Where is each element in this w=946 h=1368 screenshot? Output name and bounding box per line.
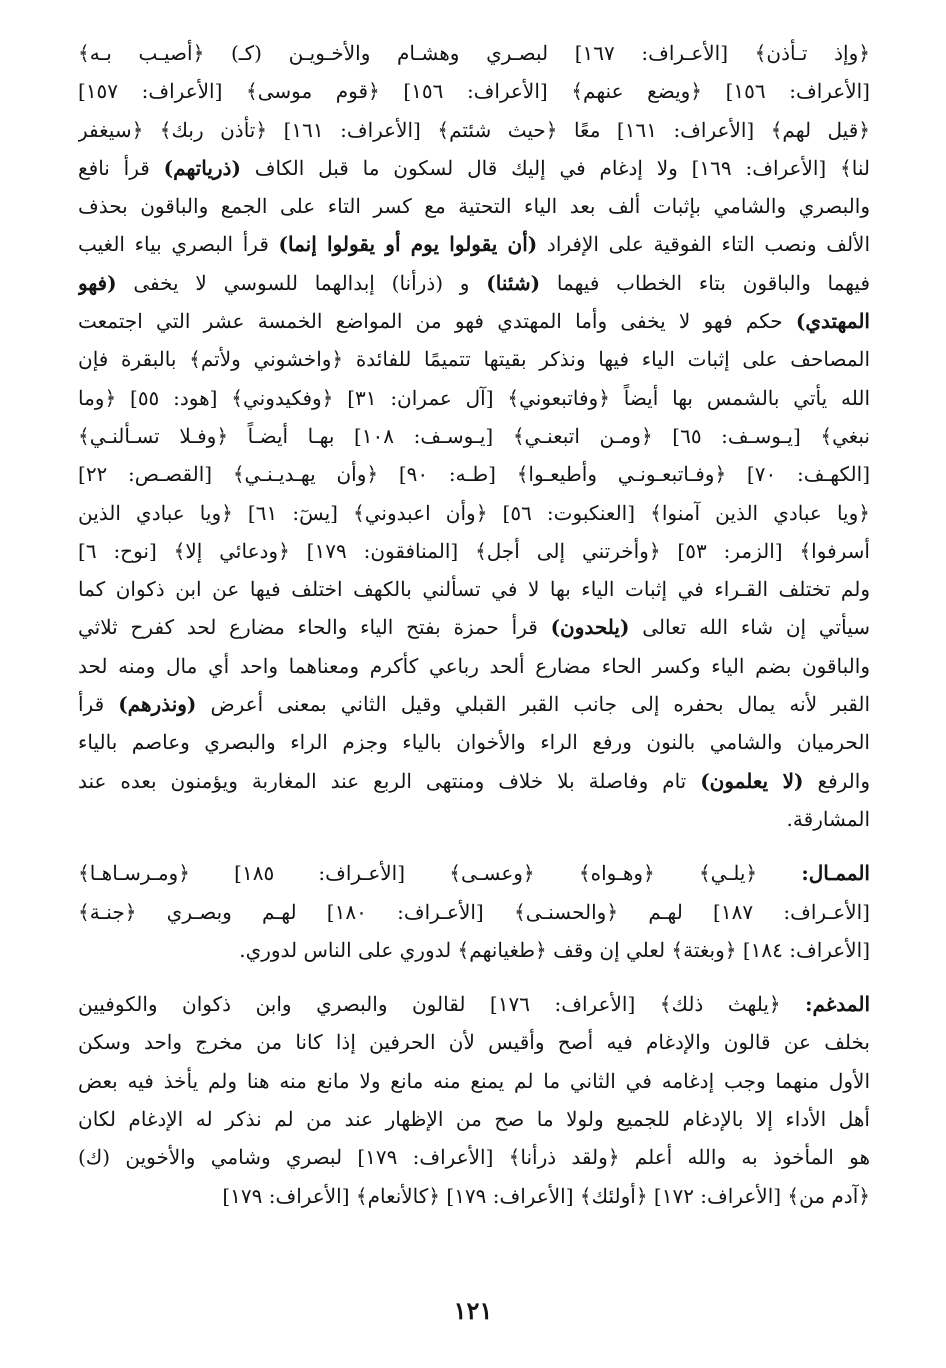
text-line <box>78 34 870 72</box>
text-run: أسرفوا﴾ [الزمر: ٥٣] ﴿وأخرتني إلى أجل﴾ [المنافقون: ١٧٩] ﴿ودعائي إلا﴾ [نوح: ٦] <box>78 538 870 563</box>
text-run: نبغي﴾ [يـوسـف: ٦٥] ﴿ومـن اتبعنـي﴾ [يـوسـف: ١٠٨] بهـا أيضـاً ﴿وفـلا تسـألنـي﴾ <box>78 423 870 448</box>
bold-term: المدغم: <box>805 992 870 1017</box>
text-run: والبصري والشامي بإثبات ألف بعد الياء التحتية مع كسر التاء على الجمع والباقون بحذف <box>78 194 870 219</box>
bold-term: (أن يقولوا يوم أو يقولوا إنما) <box>278 232 538 257</box>
text-line <box>78 149 870 187</box>
text-run: [الأعراف: ١٨٤] ﴿وبغتة﴾ لعلي إن وقف ﴿طغيانهم﴾ لدوري على الناس لدوري. <box>239 937 870 962</box>
text-line <box>78 1177 870 1215</box>
main-commentary-paragraph <box>78 34 870 838</box>
text-line <box>78 379 870 417</box>
text-run: بخلف عن قالون والإدغام فيه أصح وأقيس لأن الحرفين إذا كانا من مخرج واحد وسكن <box>78 1030 870 1055</box>
page-number: ١٢١ <box>453 1296 493 1325</box>
bold-term: (فهو <box>78 270 117 295</box>
bold-term: (يلحدون) <box>550 615 630 640</box>
bold-term: المهتدي) <box>795 309 870 334</box>
text-line <box>78 1100 870 1138</box>
bold-term: (لا يعلمون) <box>700 768 804 793</box>
text-line <box>78 532 870 570</box>
text-line <box>78 854 870 892</box>
text-line <box>78 264 870 302</box>
text-line <box>78 608 870 646</box>
text-line <box>78 340 870 378</box>
text-run: ﴿آدم من﴾ [الأعراف: ١٧٢] ﴿أولئك﴾ [الأعراف: ١٧٩] ﴿كالأنعام﴾ [الأعراف: ١٧٩] <box>222 1183 870 1208</box>
text-run: قرأ حمزة بفتح الياء والحاء مضارع لحد كفرح ثلاثي <box>78 615 551 640</box>
text-run: الله يأتي بالشمس بها أيضاً ﴿وفاتبعوني﴾ [آل عمران: ٣١] ﴿وفكيدوني﴾ [هود: ٥٥] ﴿وما <box>78 385 870 410</box>
text-run: القبر لأنه يمال بحفره إلى جانب القبر القبلي وقيل الثاني بمعنى أعرض <box>196 692 870 717</box>
text-run: تام وفاصلة بلا خلاف ومنتهى الربع عند المغاربة ويؤمنون بعده عند <box>78 768 701 793</box>
text-line <box>78 417 870 455</box>
text-line <box>78 187 870 225</box>
text-run: ﴿قيل لهم﴾ [الأعراف: ١٦١] معًا ﴿حيث شئتم﴾ [الأعراف: ١٦١] ﴿تأذن ربك﴾ ﴿سيغفر <box>78 117 870 142</box>
text-line <box>78 570 870 608</box>
text-run: فيهما والباقون بتاء الخطاب فيهما <box>540 270 870 295</box>
paragraph-gap <box>78 969 870 985</box>
text-run: لنا﴾ [الأعراف: ١٦٩] ولا إدغام في إليك قال لسكون ما قبل الكاف <box>240 155 870 180</box>
text-line <box>78 225 870 263</box>
text-run: حكم فهو لا يخفى وأما المهتدي فهو من المواضع الخمسة عشر التي اجتمعت <box>78 309 796 334</box>
paragraph-gap <box>78 838 870 854</box>
text-run: قرأ <box>78 692 119 717</box>
mudgham-paragraph <box>78 985 870 1215</box>
text-run: المشارقة. <box>786 806 870 831</box>
text-run: ﴿ويا عبادي الذين آمنوا﴾ [العنكبوت: ٥٦] ﴿وأن اعبدوني﴾ [يسٓ: ٦١] ﴿ويا عبادي الذين <box>78 500 870 525</box>
text-line <box>78 893 870 931</box>
text-run: ﴿يلـي﴾ ﴿وهـواه﴾ ﴿وعسـى﴾ [الأعـراف: ١٨٥] ﴿ومـرسـاهـا﴾ <box>78 861 802 886</box>
text-line <box>78 685 870 723</box>
text-line <box>78 1062 870 1100</box>
text-run: هو المأخوذ به والله أعلم ﴿ولقد ذرأنا﴾ [الأعراف: ١٧٩] لبصري وشامي والأخوين (ك) <box>78 1145 870 1170</box>
text-run: المصاحف على إثبات الياء فيها ونذكر بقيتها تتميمًا للفائدة ﴿واخشوني ولأتم﴾ بالبقرة فإن <box>78 347 870 372</box>
text-line <box>78 111 870 149</box>
text-line <box>78 762 870 800</box>
text-line <box>78 723 870 761</box>
text-run: سيأتي إن شاء الله تعالى <box>629 615 870 640</box>
text-run: ولم تختلف القـراء في إثبات الياء بها لا في تسألني بالكهف اختلف فيها عن ابن ذكوان كما <box>78 577 870 602</box>
text-run: أهل الأداء إلا بالإدغام للجميع ولولا ما صح من الإظهار عند من لم نذكر له الإدغام لكان <box>78 1107 870 1132</box>
text-line <box>78 931 870 969</box>
text-line <box>78 455 870 493</box>
text-line <box>78 302 870 340</box>
text-line <box>78 800 870 838</box>
text-line <box>78 72 870 110</box>
text-run: الأول منهما وجب إدغامه في الثاني ما لم يمنع منه مانع ولا مانع منه هنا ولم يأخذ فيه بعض <box>78 1068 870 1093</box>
bold-term: (شئنا) <box>486 270 541 295</box>
text-run: الحرميان والشامي بالنون ورفع الراء والأخوان بالياء وجزم الراء والبصري وعاصم بالياء <box>78 730 870 755</box>
bold-term: الممـال: <box>801 861 870 886</box>
text-run: [الكهـف: ٧٠] ﴿وفـاتبعـونـي وأطيعـوا﴾ [طـه: ٩٠] ﴿وأن يهـديـنـي﴾ [القصـص: ٢٢] <box>78 462 870 487</box>
bold-term: (ذرياتهم) <box>163 155 241 180</box>
text-run: ﴿يلهث ذلك﴾ [الأعراف: ١٧٦] لقالون والبصري وابن ذكوان والكوفيين <box>78 992 806 1017</box>
text-line <box>78 1023 870 1061</box>
text-run: [الأعـراف: ١٨٧] لهـم ﴿والحسنـى﴾ [الأعـراف: ١٨٠] لهـم وبصـري ﴿جنـة﴾ <box>78 899 870 924</box>
text-line <box>78 1138 870 1176</box>
text-run: و (ذرأنا) إبدالهما للسوسي لا يخفى <box>116 270 487 295</box>
bold-term: (ونذرهم) <box>118 692 197 717</box>
text-line <box>78 494 870 532</box>
text-line <box>78 985 870 1023</box>
text-run: والباقون بضم الياء وكسر الحاء مضارع ألحد رباعي كأكرم ومعناهما واحد أي مال ومنه لحد <box>78 653 870 678</box>
text-run: الألف ونصب التاء الفوقية على الإفراد <box>537 232 870 257</box>
text-run: قرأ نافع <box>78 155 164 180</box>
text-run: [الأعراف: ١٥٦] ﴿ويضع عنهم﴾ [الأعراف: ١٥٦] ﴿قوم موسى﴾ [الأعراف: ١٥٧] <box>78 79 870 104</box>
text-run: ﴿وإذ تـأذن﴾ [الأعـراف: ١٦٧] لبصـري وهشـام والأخـويـن (كـ) ﴿أصيـب بـه﴾ <box>78 41 870 65</box>
text-line <box>78 647 870 685</box>
document-page <box>78 34 870 1215</box>
mumal-paragraph <box>78 854 870 969</box>
text-run: قرأ البصري بياء الغيب <box>78 232 279 257</box>
text-run: والرفع <box>803 768 870 793</box>
